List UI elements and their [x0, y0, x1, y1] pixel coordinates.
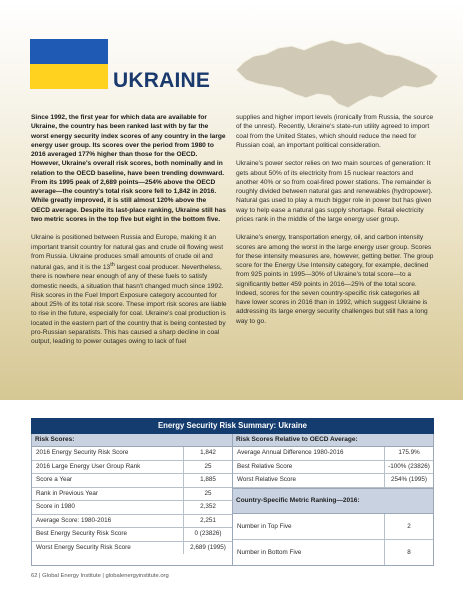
ukraine-map-icon	[234, 36, 440, 110]
body-paragraph: Ukraine's power sector relies on two main sources of generation: It gets about 50% of its electricity from 15 nuclear reactors and another 40% or so from coal-fired power stations. The remainder is roughly divided between natural gas and renewables (hydropower). Natural gas used to play a much bigger role in power but has given way to help ease a natural gas supply shortage. Retail electricity prices rank in the middle of the large energy user group.	[236, 160, 433, 223]
paragraph-text: Ukraine is positioned between Russia and Europe, making it an important transit country for natural gas and crude oil flowing west from Russia. Ukraine produces small amounts of crude oil and natural gas, and it is the 13	[31, 234, 224, 272]
flag-yellow-stripe	[30, 64, 108, 89]
table-row	[32, 447, 232, 461]
page-title: UKRAINE	[113, 69, 211, 92]
risk-summary-table	[31, 418, 434, 566]
body-paragraph: Ukraine's energy, transportation energy, oil, and carbon intensity scores are among the worst in the large energy user group. Scores for these intensity measures are, however, getting better. The group score for the Energy Use Intensity category, for example, declined from 925 points in 1995—30% of Ukraine's total score—to a significantly better 459 points in 2016—25% of the total score. Indeed, scores for the seven country-specific risk categories all have lower scores in 2016 than in 1992, which suggest Ukraine is addressing its large energy security challenges but still has a long way to go.	[236, 234, 434, 325]
row-value: 1,842	[200, 449, 216, 456]
row-label: 2016 Energy Security Risk Score	[32, 447, 184, 460]
page-footer: 62 | Global Energy Institute | globalenergyinstitute.org	[31, 573, 169, 579]
table-row	[32, 542, 232, 555]
ordinal-suffix: th	[110, 262, 115, 268]
row-label: Rank in Previous Year	[32, 488, 184, 501]
row-value: -100% (23826)	[388, 462, 430, 470]
right-text-column	[236, 113, 434, 335]
row-label: Score a Year	[32, 474, 184, 487]
table-row	[233, 514, 433, 540]
row-label: Average Score: 1980-2016	[32, 515, 184, 528]
row-label: Best Energy Security Risk Score	[32, 528, 184, 541]
row-value: 175.9%	[398, 449, 420, 456]
table-row	[32, 461, 232, 475]
table-row	[32, 515, 232, 529]
row-value: 0 (23826)	[194, 530, 222, 537]
row-label: Score in 1980	[32, 501, 184, 514]
row-label: Average Annual Difference 1980-2016	[233, 447, 385, 460]
table-header: Risk Scores Relative to OECD Average:	[233, 434, 433, 447]
row-value: 1,885	[200, 476, 216, 483]
row-value: 2,251	[200, 516, 216, 524]
row-value: 8	[407, 548, 411, 556]
row-label: Number in Bottom Five	[233, 540, 385, 565]
row-value: 2,352	[200, 503, 216, 510]
row-value: 2,689 (1995)	[190, 543, 226, 551]
row-value: 25	[204, 462, 212, 470]
row-label: Worst Energy Security Risk Score	[32, 542, 184, 555]
row-value: 254% (1995)	[390, 476, 428, 483]
table-row	[233, 540, 433, 565]
table-row	[32, 488, 232, 502]
left-text-column	[31, 113, 227, 356]
table-header: Country-Specific Metric Ranking—2016:	[233, 488, 433, 514]
paragraph-text: largest coal producer. Nevertheless, there is nowhere near enough of any of these fuels to satisfy domestic needs, a situation that hasn't changed much since 1992. Risk scores in the Fuel Import Exposure category accounted for about 25% of its total risk score. These import risk scores are liable to rise in the future, especially for coal. Ukraine's coal production is located in the eastern part of the country that is being contested by pro-Russian separatists. This has caused a sharp decline in coal output, leading to power outages owing to lack of fuel	[31, 264, 227, 346]
relative-scores-column	[233, 434, 433, 565]
table-body	[31, 434, 434, 566]
ukraine-flag-icon	[30, 39, 108, 89]
table-row	[233, 461, 433, 475]
row-value: 2	[407, 522, 411, 530]
table-row	[32, 474, 232, 488]
row-label: 2016 Large Energy User Group Rank	[32, 461, 184, 474]
table-row	[32, 528, 232, 542]
body-paragraph: supplies and higher import levels (ironically from Russia, the source of the unrest). Recently, Ukraine's state-run utility agreed to import coal from the United States, which should reduce the need for Russian coal, an important political consideration.	[236, 114, 434, 149]
row-label: Worst Relative Score	[233, 474, 385, 487]
body-paragraph	[31, 233, 227, 346]
intro-paragraph: Since 1992, the first year for which data are available for Ukraine, the country has been ranked last with by far the worst energy security index scores of any country in the large energy user group. Its scores over the period from 1980 to 2016 averaged 177% higher than those for the OECD. However, Ukraine's overall risk scores, both nominally and in relation to the OECD baseline, have been trending downward. From its 1995 peak of 2,689 points—254% above the OECD average—the country's total risk score fell to 1,842 in 2016. While greatly improved, it is still almost 120% above the OECD average. Despite its last-place ranking, Ukraine still has two metric scores in the top five but eight in the bottom five.	[31, 114, 226, 223]
row-label: Best Relative Score	[233, 461, 385, 474]
flag-blue-stripe	[30, 39, 108, 64]
table-header: Risk Scores:	[32, 434, 232, 447]
row-value: 25	[204, 489, 212, 497]
table-row	[32, 501, 232, 515]
risk-scores-column	[32, 434, 233, 565]
row-label: Number in Top Five	[233, 514, 385, 539]
table-row	[233, 447, 433, 461]
table-row	[233, 474, 433, 488]
table-title: Energy Security Risk Summary: Ukraine	[31, 418, 434, 434]
